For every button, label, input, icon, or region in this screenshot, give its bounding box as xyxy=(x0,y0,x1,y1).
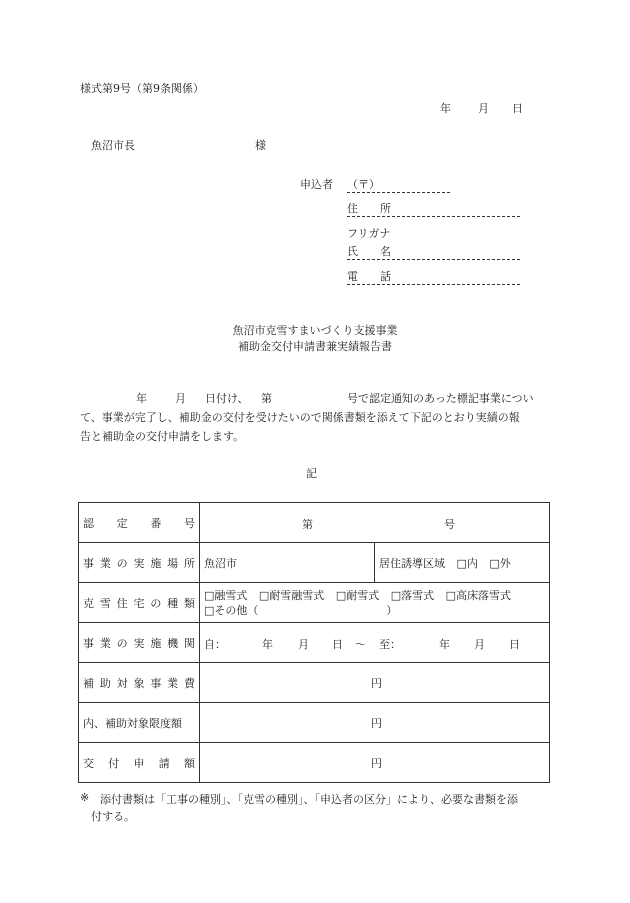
type-checkbox-3[interactable]: □耐雪式 xyxy=(335,588,380,602)
request-amount-field[interactable]: 円 xyxy=(200,743,550,783)
limit-field[interactable]: 円 xyxy=(200,703,550,743)
title-line-1: 魚沼市克雪すまいづくり支援事業 xyxy=(232,324,398,337)
name-field[interactable] xyxy=(347,243,520,260)
postal-field[interactable] xyxy=(347,176,450,193)
table-row xyxy=(79,663,550,703)
table-row xyxy=(79,623,550,663)
label-location: 事 業 の 実 施 場 所 xyxy=(79,543,200,583)
phone-field[interactable] xyxy=(347,268,520,285)
table-row xyxy=(79,703,550,743)
zone-field[interactable] xyxy=(375,543,550,583)
cert-go: 号 xyxy=(444,517,455,531)
body-day: 日付け、 xyxy=(205,392,249,405)
ki-heading: 記 xyxy=(306,467,317,480)
type-checkbox-2[interactable]: □耐雪融雪式 xyxy=(258,588,325,602)
addressee-honorific: 様 xyxy=(255,139,266,152)
type-checkbox-5[interactable]: □高床落雪式 xyxy=(445,588,512,602)
furigana-label: フリガナ xyxy=(347,227,391,240)
period-field[interactable]: 自： 年 月 日 ～ 至： 年 月 日 xyxy=(200,623,550,663)
zone-in-checkbox[interactable]: □内 xyxy=(456,556,478,570)
house-type-field xyxy=(200,583,550,623)
body-line-2: て、事業が完了し、補助金の交付を受けたいので関係書類を添えて下記のとおり実績の報 xyxy=(80,411,520,424)
title-line-2: 補助金交付申請書兼実績報告書 xyxy=(238,340,392,353)
body-year: 年 xyxy=(136,392,147,405)
body-line-1-rest: 号で認定通知のあった標記事業につい xyxy=(347,392,534,405)
body-dai: 第 xyxy=(261,392,272,405)
type-checkbox-1[interactable]: □融雪式 xyxy=(204,588,248,602)
body-month: 月 xyxy=(175,392,186,405)
phone-label: 電 話 xyxy=(347,270,391,283)
label-period: 事 業 の 実 施 機 関 xyxy=(79,623,200,663)
label-limit: 内、補助対象限度額 xyxy=(79,703,200,743)
applicant-label: 申込者 xyxy=(300,178,333,191)
label-house-type: 克 雪 住 宅 の 種 類 xyxy=(79,583,200,623)
name-label: 氏 名 xyxy=(347,245,391,258)
type-checkbox-other[interactable]: □その他（ xyxy=(204,603,259,617)
date-year-label: 年 xyxy=(440,102,451,115)
label-request-amount: 交 付 申 請 額 xyxy=(79,743,200,783)
date-month-label: 月 xyxy=(478,102,489,115)
cert-number-field[interactable] xyxy=(200,503,550,543)
zone-out-checkbox[interactable]: □外 xyxy=(489,556,511,570)
location-field[interactable]: 魚沼市 xyxy=(200,543,375,583)
type-checkbox-4[interactable]: □落雪式 xyxy=(390,588,435,602)
project-cost-field[interactable]: 円 xyxy=(200,663,550,703)
zone-label: 居住誘導区域 xyxy=(379,556,445,570)
addressee-name: 魚沼市長 xyxy=(91,139,135,152)
table-row xyxy=(79,743,550,783)
note-line-1: 添付書類は「工事の種別」、「克雪の種別」、「申込者の区分」により、必要な書類を添 xyxy=(100,793,518,806)
label-cert-number: 認 定 番 号 xyxy=(79,503,200,543)
form-number: 様式第9号（第9条関係） xyxy=(80,82,204,95)
address-label: 住 所 xyxy=(347,202,391,215)
postal-label: （〒） xyxy=(347,178,380,191)
cert-dai: 第 xyxy=(302,517,313,531)
table-row xyxy=(79,583,550,623)
address-field[interactable] xyxy=(347,200,520,217)
body-line-3: 告と補助金の交付申請をします。 xyxy=(80,430,245,443)
note-line-2: 付する。 xyxy=(91,810,135,823)
application-table xyxy=(78,502,550,783)
label-project-cost: 補 助 対 象 事 業 費 xyxy=(79,663,200,703)
note-mark: ※ xyxy=(80,791,90,804)
table-row xyxy=(79,543,550,583)
date-day-label: 日 xyxy=(512,102,523,115)
table-row xyxy=(79,503,550,543)
type-other-close: ） xyxy=(386,603,398,617)
